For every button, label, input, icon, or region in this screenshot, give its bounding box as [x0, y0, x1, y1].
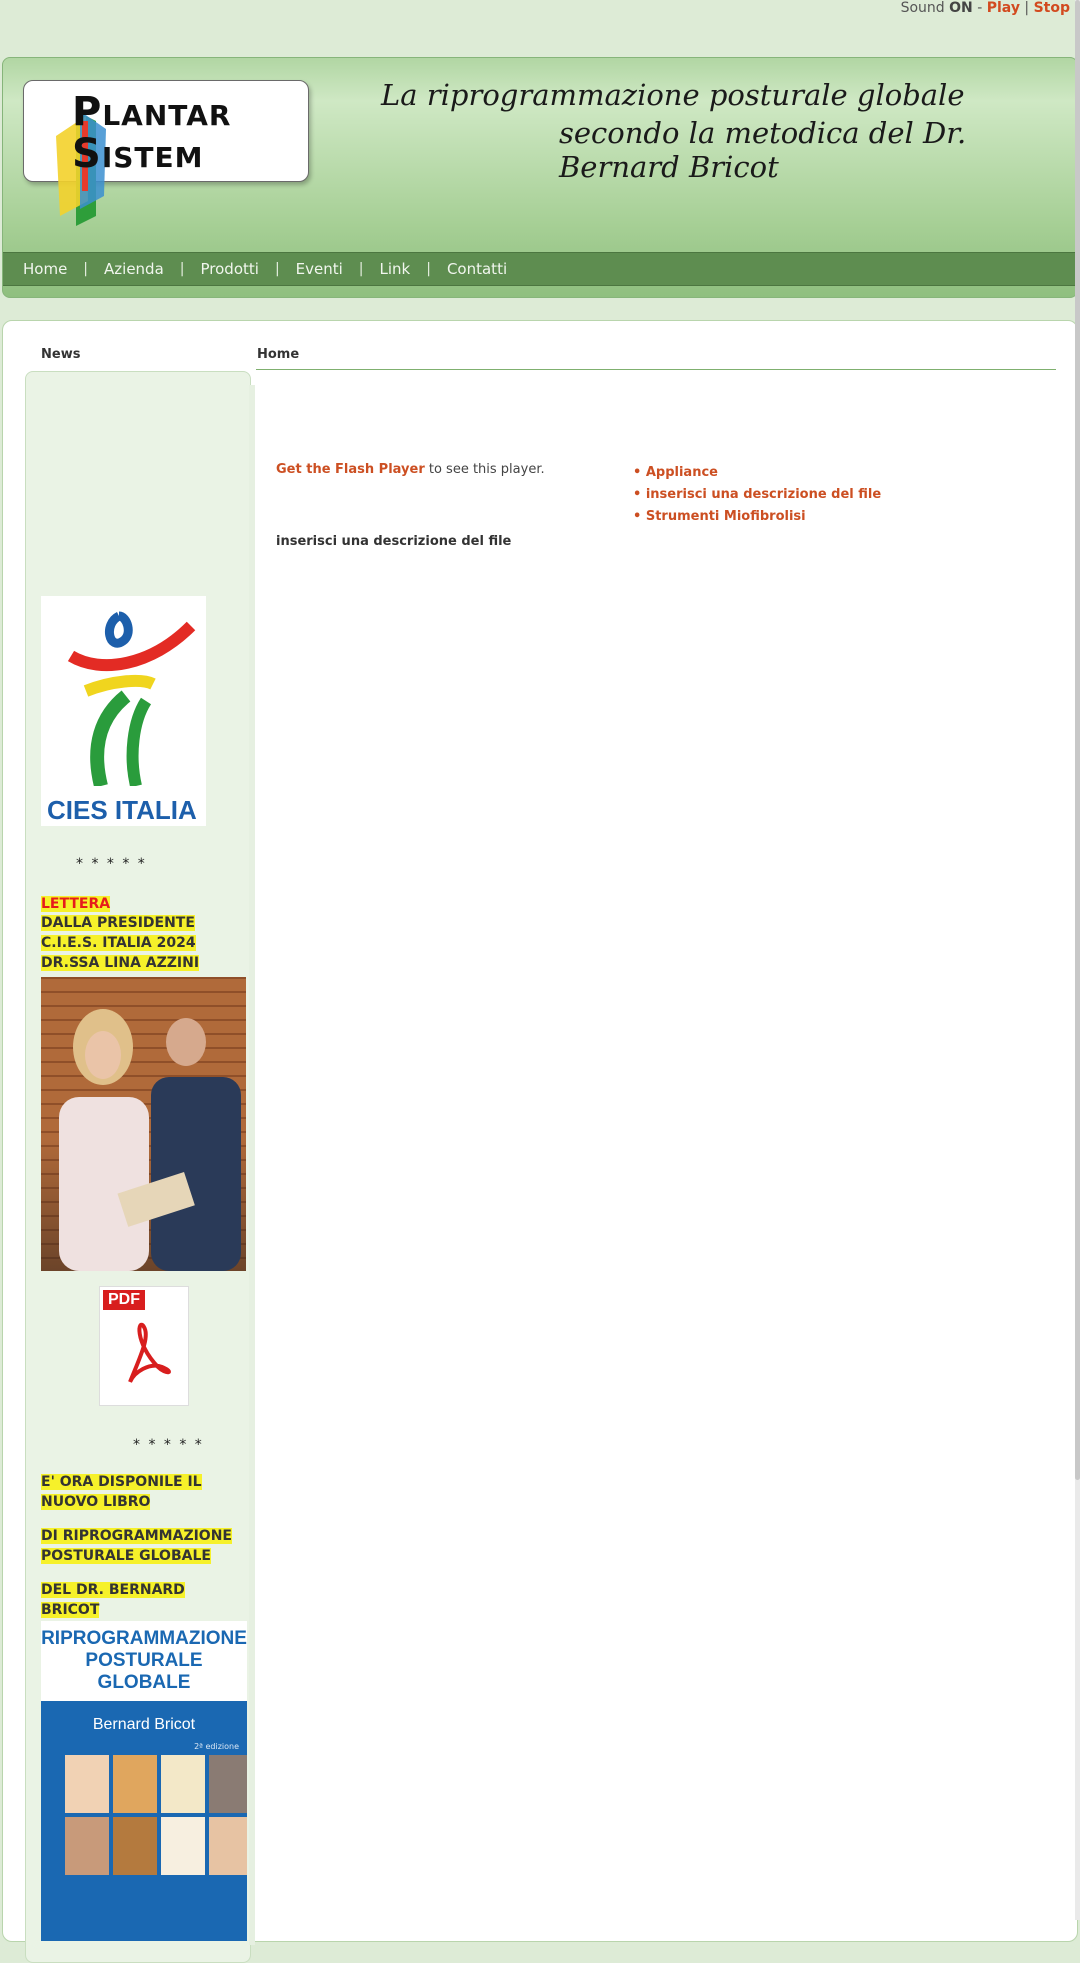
stars-divider-2: * * * * *: [133, 1437, 204, 1453]
book-announcement: E' ORA DISPONILE IL NUOVO LIBRO DI RIPROGRAMMAZIONE POSTURALE GLOBALE DEL DR. BERNARD BRICOT: [41, 1474, 232, 1618]
tagline-line2: secondo la metodica del Dr. Bernard Bricot: [559, 116, 967, 184]
cies-label: CIES ITALIA: [47, 795, 197, 825]
news-heading: News: [41, 347, 81, 362]
sidebar-shadow: [249, 385, 255, 1945]
title-divider: [256, 369, 1056, 370]
play-link[interactable]: Play: [986, 0, 1020, 16]
cies-figure-icon: [41, 596, 206, 786]
sound-separator: |: [1024, 0, 1030, 16]
nav-link[interactable]: Link: [379, 260, 411, 278]
book-edition: 2ª edizione: [194, 1742, 239, 1751]
book-title-line2: POSTURALE GLOBALE: [85, 1650, 203, 1693]
presidente-photo[interactable]: [41, 977, 246, 1271]
photo-people-icon: [41, 977, 246, 1271]
nav-contatti[interactable]: Contatti: [446, 260, 508, 278]
plantar-sistem-logo[interactable]: [23, 80, 309, 182]
stars-divider: * * * * *: [76, 856, 147, 872]
cies-italia-logo[interactable]: [41, 596, 206, 826]
book-author: Bernard Bricot: [92, 1716, 196, 1733]
nav-azienda[interactable]: Azienda: [104, 260, 164, 278]
flash-notice: Get the Flash Player to see this player.: [276, 462, 545, 477]
nav-separator: |: [274, 261, 280, 277]
nav-home[interactable]: Home: [23, 260, 68, 278]
tagline-line1: La riprogrammazione posturale globale: [381, 78, 965, 112]
nav-eventi[interactable]: Eventi: [295, 260, 343, 278]
file-link-miofibrolisi[interactable]: • Strumenti Miofibrolisi: [633, 509, 806, 524]
page-scrollbar[interactable]: [1075, 0, 1080, 1920]
sound-label: Sound: [900, 0, 945, 16]
main-nav: [3, 252, 1077, 286]
nav-separator: |: [179, 261, 185, 277]
content-panel: [2, 320, 1078, 1942]
nav-separator: |: [426, 261, 431, 277]
nav-separator: |: [358, 261, 364, 277]
file-link-description[interactable]: • inserisci una descrizione del file: [633, 487, 882, 502]
nav-prodotti[interactable]: Prodotti: [200, 260, 259, 278]
book-title-line1: RIPROGRAMMAZIONE: [41, 1628, 247, 1649]
sound-dash: -: [977, 0, 983, 16]
book-cover[interactable]: [41, 1621, 247, 1941]
nav-separator: |: [83, 261, 89, 277]
page-title: Home: [257, 347, 300, 362]
stop-link[interactable]: Stop: [1033, 0, 1070, 16]
pdf-download[interactable]: [99, 1286, 189, 1406]
file-description: inserisci una descrizione del file: [276, 534, 512, 549]
sound-state: ON: [949, 0, 973, 16]
pdf-icon: PDF: [103, 1290, 145, 1310]
file-link-appliance[interactable]: • Appliance: [633, 465, 718, 480]
logo-text: PLANTAR SISTEM: [72, 89, 232, 177]
letter-tag: LETTERA: [41, 896, 111, 912]
letter-announcement[interactable]: LETTERA DALLA PRESIDENTE C.I.E.S. ITALIA 2024 DR.SSA LINA AZZINI: [41, 896, 200, 971]
get-flash-player-link[interactable]: Get the Flash Player: [276, 462, 425, 477]
book-thumbnails: [65, 1755, 247, 1875]
sound-controls: [901, 0, 1070, 16]
scrollbar-thumb[interactable]: [1075, 0, 1080, 1480]
site-header: [2, 57, 1078, 298]
